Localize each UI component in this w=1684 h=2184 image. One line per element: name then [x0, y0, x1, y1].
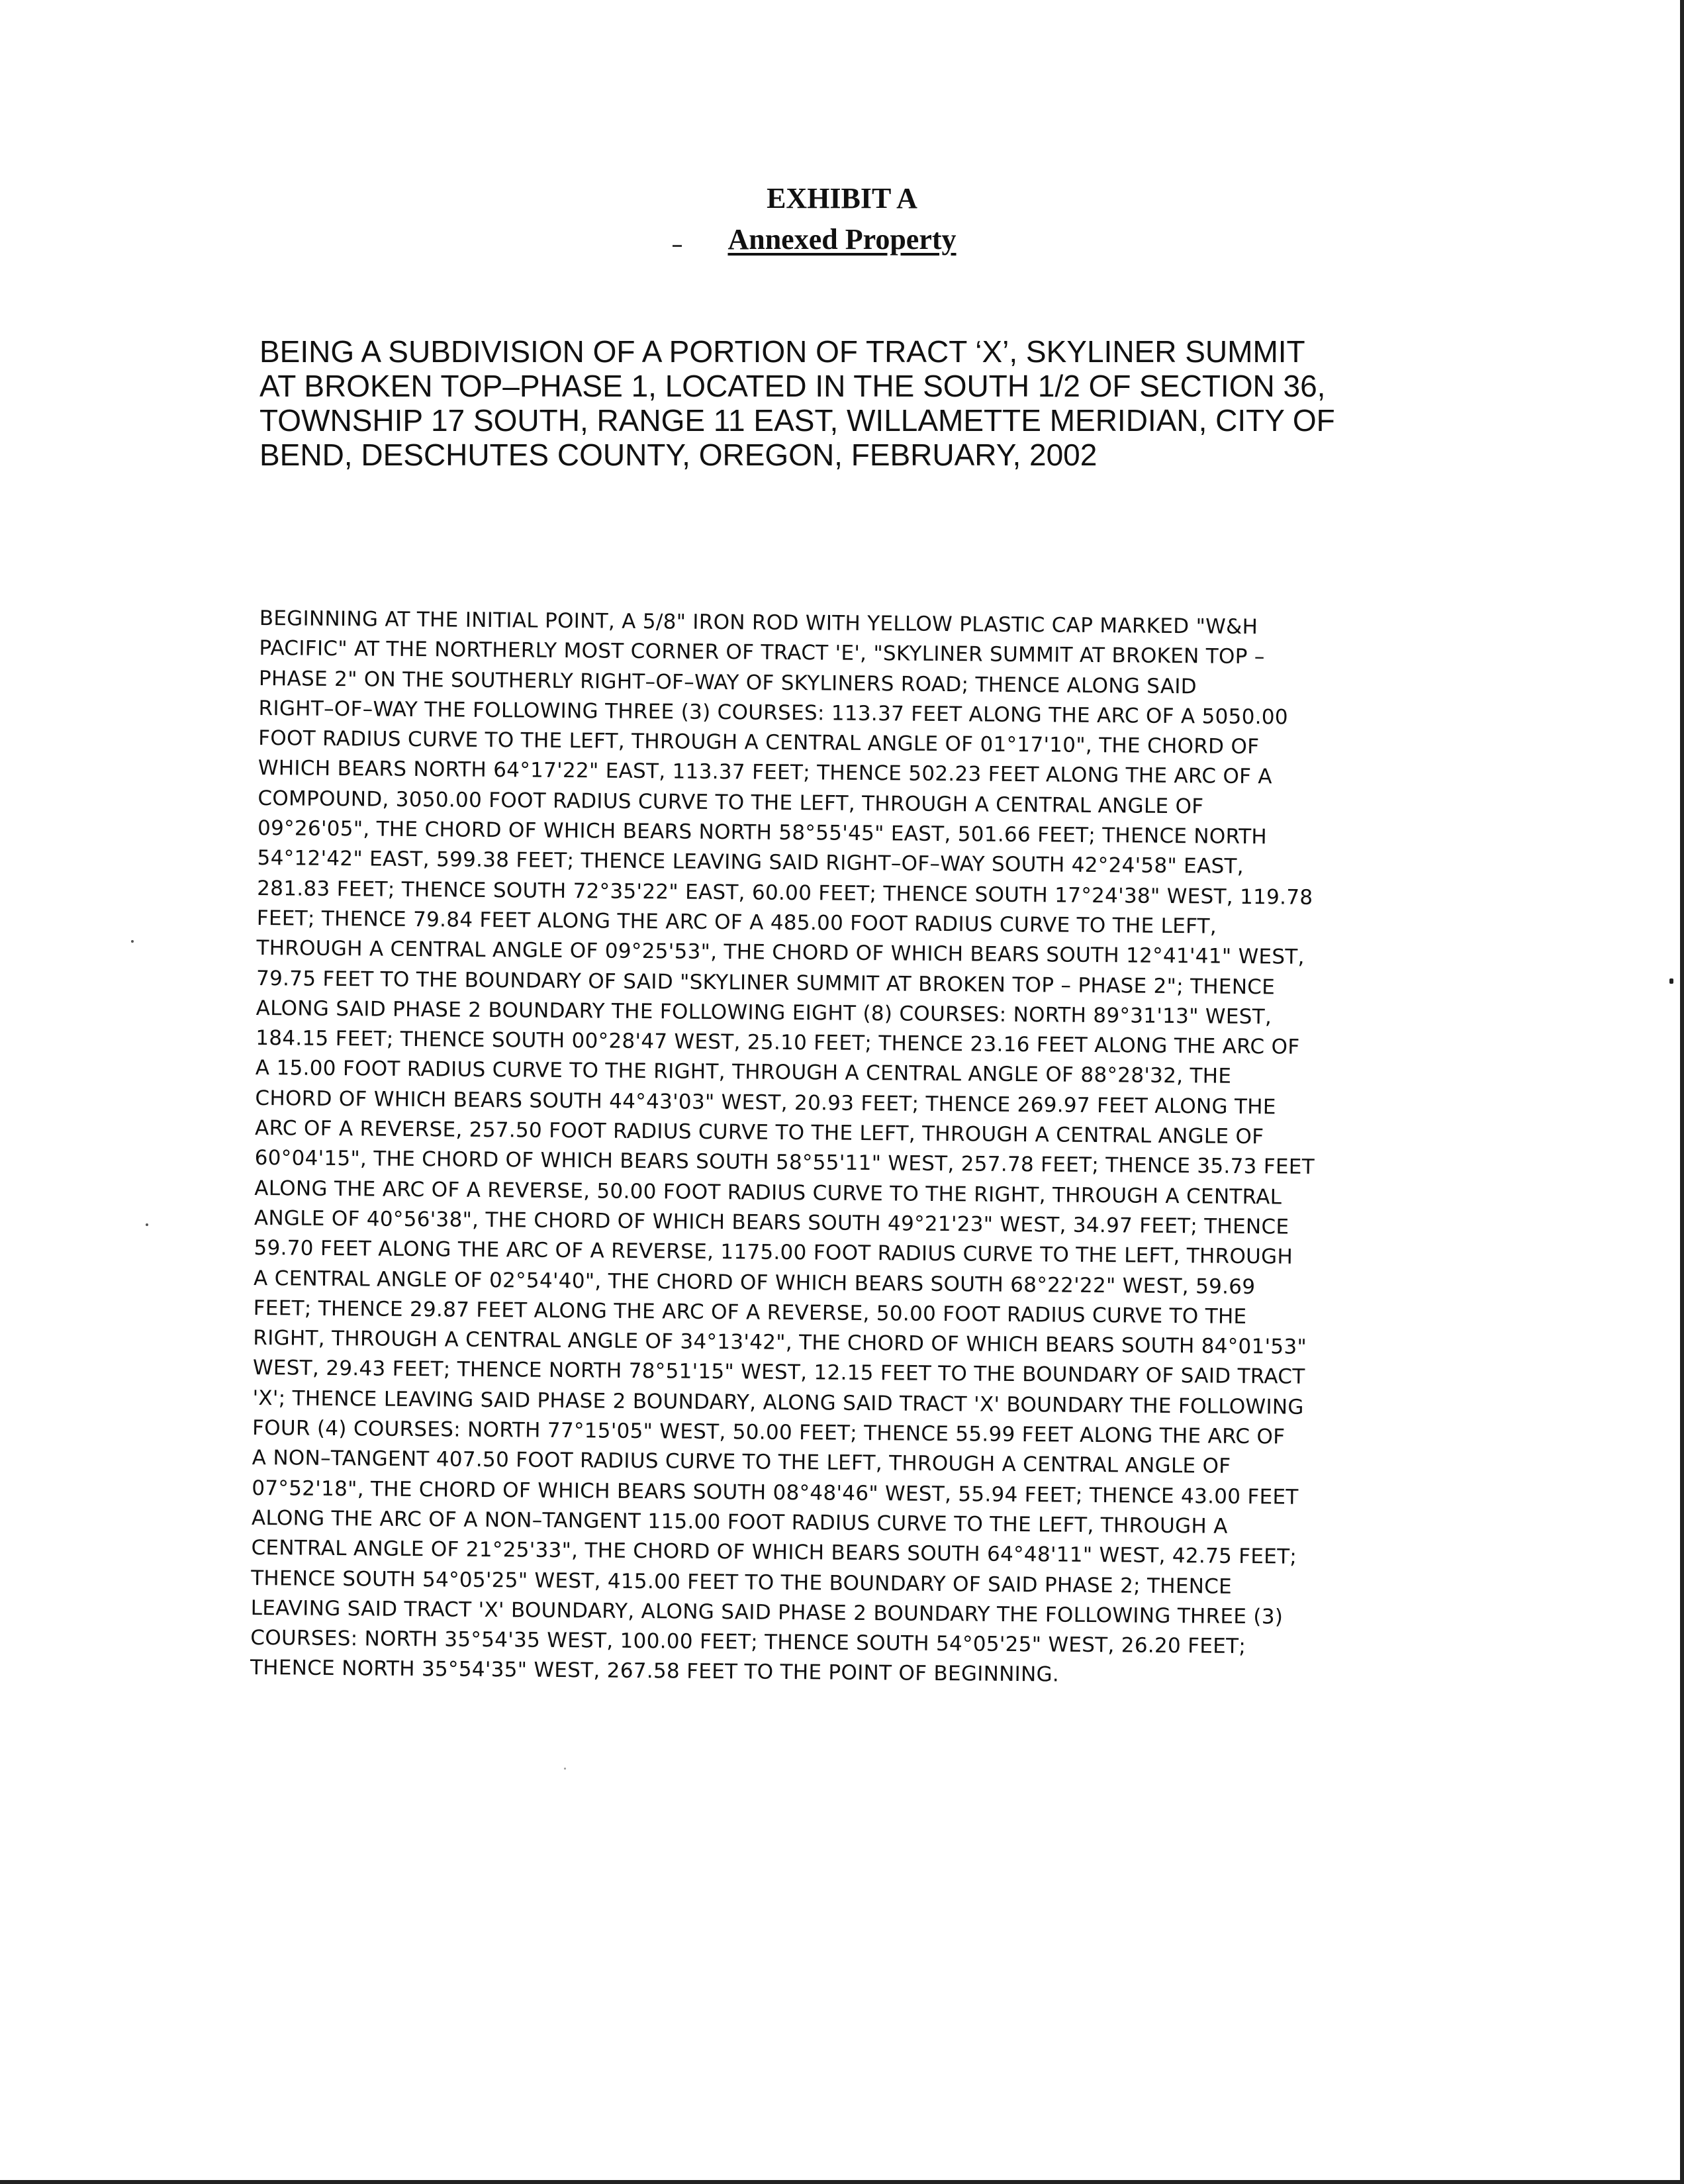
- exhibit-title: EXHIBIT A: [767, 182, 917, 214]
- description-line: THENCE SOUTH 54°05'25" WEST, 415.00 FEET TO THE BOUNDARY OF SAID PHASE 2; THENCE: [251, 1566, 1233, 1599]
- heading-line: TOWNSHIP 17 SOUTH, RANGE 11 EAST, WILLAMETTE MERIDIAN, CITY OF: [259, 403, 1335, 438]
- scan-speck: [564, 1768, 566, 1770]
- description-line: 09°26'05", THE CHORD OF WHICH BEARS NORTH 58°55'45" EAST, 501.66 FEET; THENCE NORTH: [257, 816, 1268, 849]
- heading-line: BEING A SUBDIVISION OF A PORTION OF TRACT ‘X’, SKYLINER SUMMIT: [259, 334, 1305, 369]
- description-line: 79.75 FEET TO THE BOUNDARY OF SAID "SKYLINER SUMMIT AT BROKEN TOP – PHASE 2"; THENCE: [256, 966, 1276, 999]
- scan-speck: [131, 940, 134, 943]
- description-line: LEAVING SAID TRACT 'X' BOUNDARY, ALONG SAID PHASE 2 BOUNDARY THE FOLLOWING THREE (3): [250, 1595, 1284, 1629]
- exhibit-subtitle: Annexed Property: [727, 223, 957, 256]
- description-line: 60°04'15", THE CHORD OF WHICH BEARS SOUTH 58°55'11" WEST, 257.78 FEET; THENCE 35.73 FEET: [254, 1146, 1315, 1180]
- description-line: FOUR (4) COURSES: NORTH 77°15'05" WEST, 50.00 FEET; THENCE 55.99 FEET ALONG THE ARC OF: [252, 1415, 1286, 1449]
- description-line: WEST, 29.43 FEET; THENCE NORTH 78°51'15" WEST, 12.15 FEET TO THE BOUNDARY OF SAID TRACT: [252, 1356, 1305, 1390]
- description-line: RIGHT, THROUGH A CENTRAL ANGLE OF 34°13'42", THE CHORD OF WHICH BEARS SOUTH 84°01'53": [253, 1326, 1307, 1359]
- description-line: 'X'; THENCE LEAVING SAID PHASE 2 BOUNDARY, ALONG SAID TRACT 'X' BOUNDARY THE FOLLOWING: [252, 1386, 1304, 1419]
- description-line: ANGLE OF 40°56'38", THE CHORD OF WHICH BEARS SOUTH 49°21'23" WEST, 34.97 FEET; THENCE: [254, 1206, 1289, 1239]
- description-line: THROUGH A CENTRAL ANGLE OF 09°25'53", THE CHORD OF WHICH BEARS SOUTH 12°41'41" WEST,: [256, 936, 1305, 970]
- description-line: 184.15 FEET; THENCE SOUTH 00°28'47 WEST, 25.10 FEET; THENCE 23.16 FEET ALONG THE ARC OF: [256, 1026, 1300, 1059]
- heading-line: AT BROKEN TOP–PHASE 1, LOCATED IN THE SOUTH 1/2 OF SECTION 36,: [259, 369, 1326, 403]
- description-line: ARC OF A REVERSE, 257.50 FOOT RADIUS CURVE TO THE LEFT, THROUGH A CENTRAL ANGLE OF: [254, 1116, 1264, 1149]
- description-line: ALONG THE ARC OF A REVERSE, 50.00 FOOT RADIUS CURVE TO THE RIGHT, THROUGH A CENTRAL: [254, 1176, 1282, 1210]
- description-line: ALONG SAID PHASE 2 BOUNDARY THE FOLLOWING EIGHT (8) COURSES: NORTH 89°31'13" WEST,: [256, 996, 1272, 1029]
- description-line: 59.70 FEET ALONG THE ARC OF A REVERSE, 1175.00 FOOT RADIUS CURVE TO THE LEFT, THROUGH: [254, 1236, 1293, 1269]
- description-line: A 15.00 FOOT RADIUS CURVE TO THE RIGHT, THROUGH A CENTRAL ANGLE OF 88°28'32, THE: [255, 1056, 1232, 1089]
- scan-speck: [146, 1223, 148, 1226]
- description-line: PHASE 2" ON THE SOUTHERLY RIGHT–OF–WAY OF SKYLINERS ROAD; THENCE ALONG SAID: [258, 666, 1197, 698]
- description-line: WHICH BEARS NORTH 64°17'22" EAST, 113.37 FEET; THENCE 502.23 FEET ALONG THE ARC OF A: [257, 756, 1273, 789]
- scan-border-right: [1680, 0, 1684, 2184]
- description-line: FOOT RADIUS CURVE TO THE LEFT, THROUGH A CENTRAL ANGLE OF 01°17'10", THE CHORD OF: [258, 726, 1260, 759]
- description-line: COURSES: NORTH 35°54'35 WEST, 100.00 FEET; THENCE SOUTH 54°05'25" WEST, 26.20 FEET;: [250, 1626, 1246, 1659]
- description-line: 281.83 FEET; THENCE SOUTH 72°35'22" EAST, 60.00 FEET; THENCE SOUTH 17°24'38" WEST, 119.78: [257, 876, 1313, 910]
- description-line: COMPOUND, 3050.00 FOOT RADIUS CURVE TO THE LEFT, THROUGH A CENTRAL ANGLE OF: [257, 786, 1204, 819]
- description-line: CHORD OF WHICH BEARS SOUTH 44°43'03" WEST, 20.93 FEET; THENCE 269.97 FEET ALONG THE: [255, 1086, 1276, 1119]
- description-line: A NON–TANGENT 407.50 FOOT RADIUS CURVE TO THE LEFT, THROUGH A CENTRAL ANGLE OF: [252, 1446, 1231, 1479]
- heading-line: BEND, DESCHUTES COUNTY, OREGON, FEBRUARY, 2002: [259, 438, 1098, 472]
- scan-speck: [1669, 978, 1673, 984]
- description-line: PACIFIC" AT THE NORTHERLY MOST CORNER OF TRACT 'E', "SKYLINER SUMMIT AT BROKEN TOP –: [259, 636, 1265, 669]
- legal-description: [250, 604, 1517, 1694]
- description-line: RIGHT–OF–WAY THE FOLLOWING THREE (3) COURSES: 113.37 FEET ALONG THE ARC OF A 5050.00: [258, 696, 1289, 730]
- description-line: FEET; THENCE 29.87 FEET ALONG THE ARC OF A REVERSE, 50.00 FOOT RADIUS CURVE TO THE: [253, 1296, 1247, 1329]
- property-heading: [259, 334, 1451, 472]
- description-line: A CENTRAL ANGLE OF 02°54'40", THE CHORD OF WHICH BEARS SOUTH 68°22'22" WEST, 59.69: [253, 1266, 1256, 1299]
- description-line: ALONG THE ARC OF A NON–TANGENT 115.00 FOOT RADIUS CURVE TO THE LEFT, THROUGH A: [251, 1505, 1228, 1539]
- description-line: 07°52'18", THE CHORD OF WHICH BEARS SOUTH 08°48'46" WEST, 55.94 FEET; THENCE 43.00 FEET: [252, 1476, 1299, 1509]
- description-line: 54°12'42" EAST, 599.38 FEET; THENCE LEAVING SAID RIGHT–OF–WAY SOUTH 42°24'58" EAST,: [257, 846, 1244, 879]
- description-line: FEET; THENCE 79.84 FEET ALONG THE ARC OF A 485.00 FOOT RADIUS CURVE TO THE LEFT,: [256, 906, 1217, 939]
- description-line: BEGINNING AT THE INITIAL POINT, A 5/8" IRON ROD WITH YELLOW PLASTIC CAP MARKED "W&H: [259, 606, 1258, 640]
- description-line: CENTRAL ANGLE OF 21°25'33", THE CHORD OF WHICH BEARS SOUTH 64°48'11" WEST, 42.75 FEET;: [251, 1536, 1297, 1569]
- scan-border-bottom: [0, 2180, 1684, 2184]
- description-line: THENCE NORTH 35°54'35" WEST, 267.58 FEET TO THE POINT OF BEGINNING.: [250, 1656, 1060, 1687]
